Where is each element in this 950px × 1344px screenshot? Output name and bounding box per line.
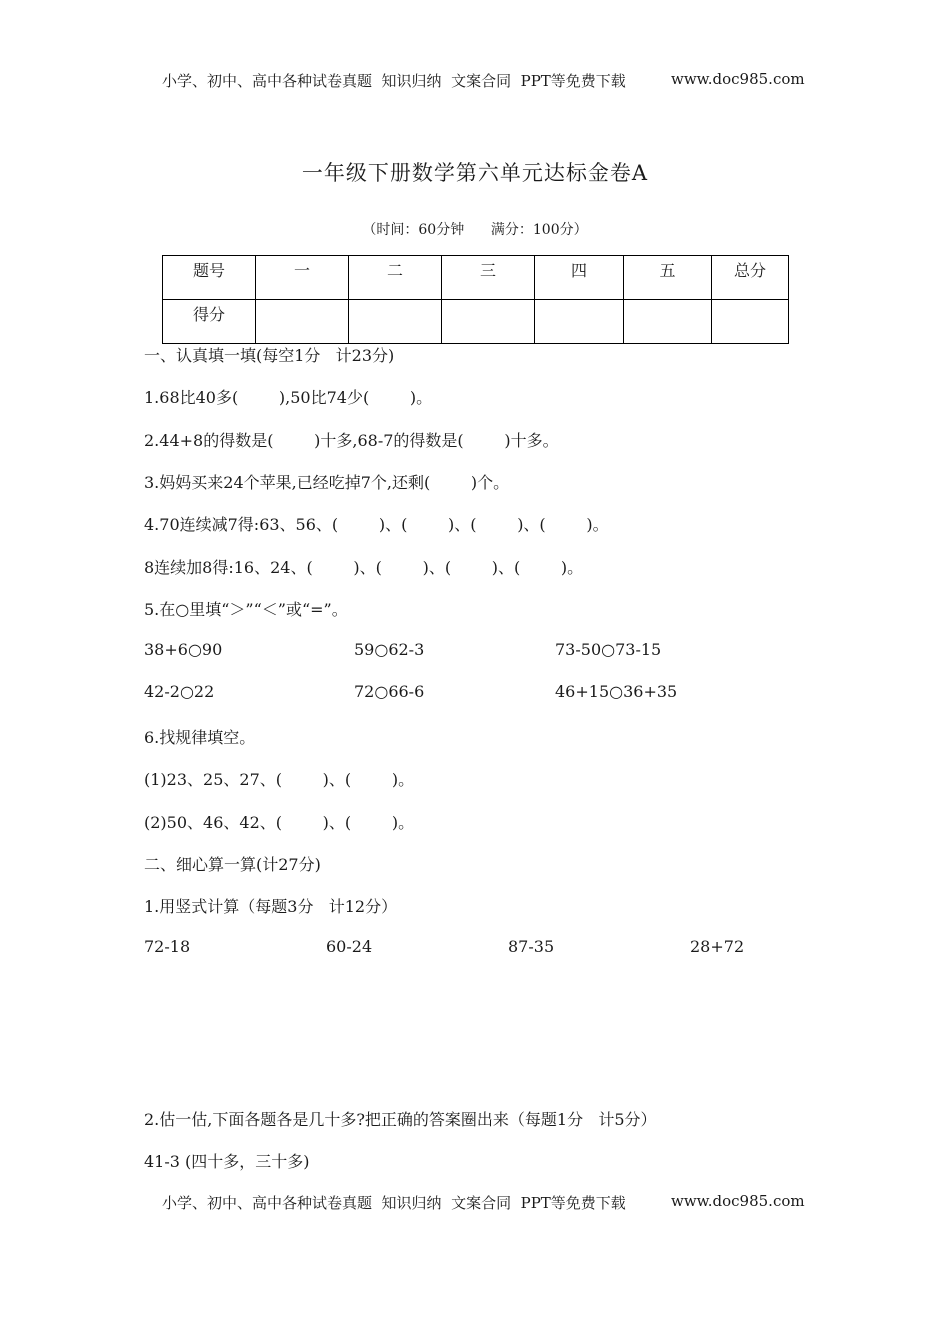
table-cell: 二 (349, 256, 442, 300)
table-row (163, 256, 789, 300)
score-cell[interactable] (712, 300, 789, 344)
footer-site: www.doc985.com (671, 1192, 805, 1210)
compare-item: 73-50○73-15 (555, 640, 662, 659)
question-2-2: 2.估一估,下面各题各是几十多?把正确的答案圈出来（每题1分 计5分） (144, 1110, 657, 1129)
score-cell[interactable] (256, 300, 349, 344)
score-cell[interactable] (535, 300, 624, 344)
table-cell: 五 (624, 256, 712, 300)
compare-item: 38+6○90 (144, 640, 223, 659)
footer-text: 小学、初中、高中各种试卷真题 知识归纳 文案合同 PPT等免费下载 (162, 1194, 626, 1212)
table-row (163, 300, 789, 344)
table-cell: 总分 (712, 256, 789, 300)
compare-item: 42-2○22 (144, 682, 215, 701)
calc-item: 87-35 (508, 937, 555, 956)
score-table (162, 255, 789, 344)
exam-info: （时间：60分钟 满分：100分） (362, 222, 588, 238)
section-heading: 二、细心算一算(计27分) (144, 855, 321, 874)
question-3: 3.妈妈买来24个苹果,已经吃掉7个,还剩( )个。 (144, 473, 510, 492)
compare-item: 46+15○36+35 (555, 682, 678, 701)
calc-item: 28+72 (690, 937, 745, 956)
compare-item: 72○66-6 (354, 682, 425, 701)
question-6: 6.找规律填空。 (144, 728, 256, 747)
header-site: www.doc985.com (671, 70, 805, 88)
score-cell[interactable] (349, 300, 442, 344)
compare-item: 59○62-3 (354, 640, 425, 659)
table-cell: 题号 (163, 256, 256, 300)
question-4a: 4.70连续减7得:63、56、( )、( )、( )、( )。 (144, 515, 609, 534)
question-6b: (2)50、46、42、( )、( )。 (144, 813, 415, 832)
calc-item: 72-18 (144, 937, 191, 956)
question-6a: (1)23、25、27、( )、( )。 (144, 770, 415, 789)
score-cell[interactable] (624, 300, 712, 344)
calc-item: 60-24 (326, 937, 373, 956)
section-heading: 一、认真填一填(每空1分 计23分) (144, 346, 395, 365)
table-cell: 一 (256, 256, 349, 300)
table-cell: 三 (442, 256, 535, 300)
question-2-1: 1.用竖式计算（每题3分 计12分） (144, 897, 398, 916)
question-2: 2.44+8的得数是( )十多,68-7的得数是( )十多。 (144, 431, 559, 450)
question-5: 5.在○里填“＞”“＜”或“=”。 (144, 600, 348, 619)
question-4b: 8连续加8得:16、24、( )、( )、( )、( )。 (144, 558, 584, 577)
question-1: 1.68比40多( ),50比74少( )。 (144, 388, 433, 407)
table-cell: 四 (535, 256, 624, 300)
question-2-2a: 41-3 (四十多，三十多) (144, 1152, 310, 1171)
page-title: 一年级下册数学第六单元达标金卷A (301, 161, 649, 185)
score-cell[interactable] (442, 300, 535, 344)
header-text: 小学、初中、高中各种试卷真题 知识归纳 文案合同 PPT等免费下载 (162, 72, 626, 90)
table-cell: 得分 (163, 300, 256, 344)
